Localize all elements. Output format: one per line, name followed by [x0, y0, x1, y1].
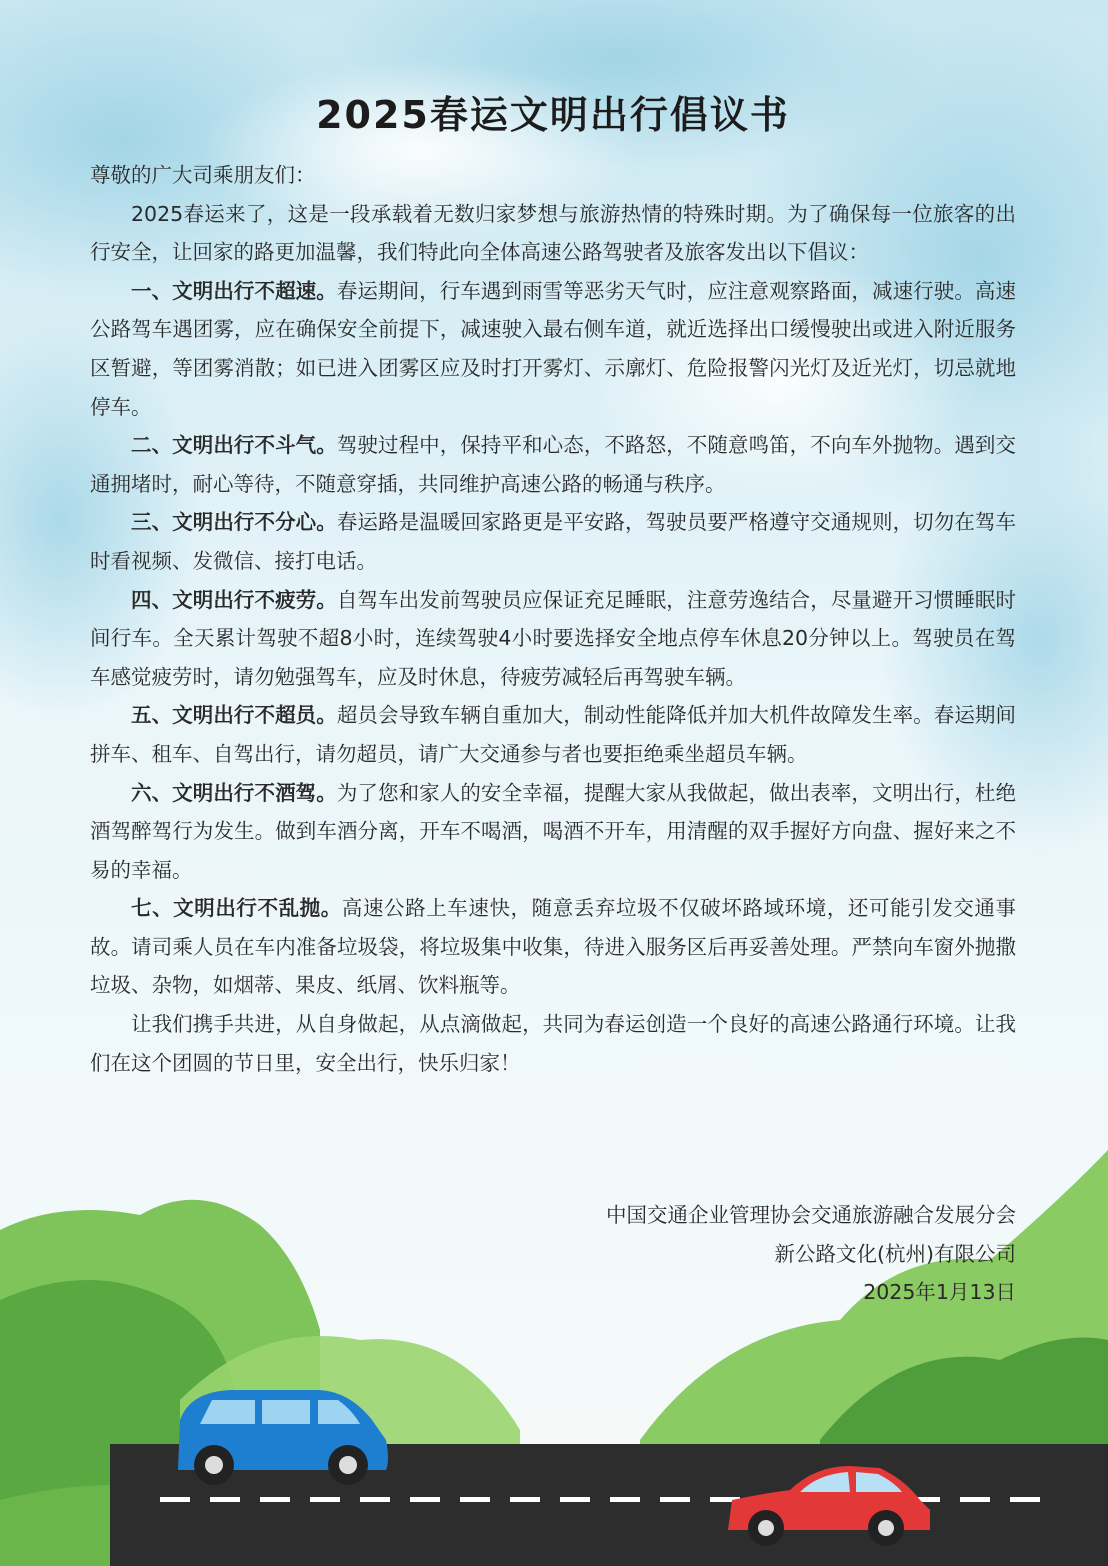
greeting: 尊敬的广大司乘朋友们： — [90, 163, 316, 187]
signature-org-2: 新公路文化(杭州)有限公司 — [774, 1241, 1016, 1266]
item-text: 为了您和家人的安全幸福，提醒大家从我做起，做出表率，文明出行，杜绝酒驾醉驾行为发生。做到车酒分离，开车不喝酒，喝酒不开车，用清醒的双手握好方向盘、握好来之不易的幸福。 — [90, 780, 1017, 882]
closing-paragraph: 让我们携手共进，从自身做起，从点滴做起，共同为春运创造一个良好的高速公路通行环境。让我们在这个团圆的节日里，安全出行，快乐归家！ — [90, 1012, 1016, 1075]
item-heading: 四、文明出行不疲劳。 — [131, 587, 337, 612]
item-paragraph — [90, 889, 1016, 1005]
item-heading: 五、文明出行不超员。 — [131, 703, 337, 728]
item-paragraph — [90, 426, 1016, 503]
item-paragraph — [90, 272, 1016, 426]
item-paragraph — [90, 696, 1016, 773]
item-text: 春运路是温暖回家路更是平安路，驾驶员要严格遵守交通规则，切勿在驾车时看视频、发微信、接打电话。 — [90, 510, 1017, 573]
page-title: 2025春运文明出行倡议书 — [316, 93, 790, 137]
item-text: 春运期间，行车遇到雨雪等恶劣天气时，应注意观察路面，减速行驶。高速公路驾车遇团雾，应在确保安全前提下，减速驶入最右侧车道，就近选择出口缓慢驶出或进入附近服务区暂避，等团雾消散；如已进入团雾区应及时打开雾灯、示廓灯、危险报警闪光灯及近光灯，切忌就地停车。 — [90, 278, 1017, 419]
document-body — [90, 156, 1016, 1082]
item-paragraph — [90, 581, 1016, 697]
item-text: 高速公路上车速快，随意丢弃垃圾不仅破坏路域环境，还可能引发交通事故。请司乘人员在车内准备垃圾袋，将垃圾集中收集，待进入服务区后再妥善处理。严禁向车窗外抛撒垃圾、杂物，如烟蒂、果皮、纸屑、饮料瓶等。 — [90, 896, 1017, 998]
item-heading: 二、文明出行不斗气。 — [131, 433, 337, 458]
item-text: 自驾车出发前驾驶员应保证充足睡眠，注意劳逸结合，尽量避开习惯睡眠时间行车。全天累计驾驶不超8小时，连续驾驶4小时要选择安全地点停车休息20分钟以上。驾驶员在驾车感觉疲劳时，请勿勉强驾车，应及时休息，待疲劳减轻后再驾驶车辆。 — [90, 587, 1017, 689]
intro-paragraph: 2025春运来了，这是一段承载着无数归家梦想与旅游热情的特殊时期。为了确保每一位旅客的出行安全，让回家的路更加温馨，我们特此向全体高速公路驾驶者及旅客发出以下倡议： — [90, 201, 1016, 265]
item-text: 驾驶过程中，保持平和心态，不路怒，不随意鸣笛，不向车外抛物。遇到交通拥堵时，耐心等待，不随意穿插，共同维护高速公路的畅通与秩序。 — [90, 433, 1017, 496]
signature-org-1: 中国交通企业管理协会交通旅游融合发展分会 — [606, 1203, 1016, 1227]
item-text: 超员会导致车辆自重加大，制动性能降低并加大机件故障发生率。春运期间拼车、租车、自驾出行，请勿超员，请广大交通参与者也要拒绝乘坐超员车辆。 — [90, 703, 1017, 766]
signature-date: 2025年1月13日 — [863, 1280, 1016, 1305]
item-paragraph — [90, 774, 1016, 890]
signature-block — [606, 1196, 1016, 1312]
item-heading: 七、文明出行不乱抛。 — [131, 896, 342, 921]
item-heading: 一、文明出行不超速。 — [131, 278, 337, 303]
item-heading: 六、文明出行不酒驾。 — [131, 780, 337, 805]
item-paragraph — [90, 503, 1016, 580]
item-heading: 三、文明出行不分心。 — [131, 510, 337, 535]
